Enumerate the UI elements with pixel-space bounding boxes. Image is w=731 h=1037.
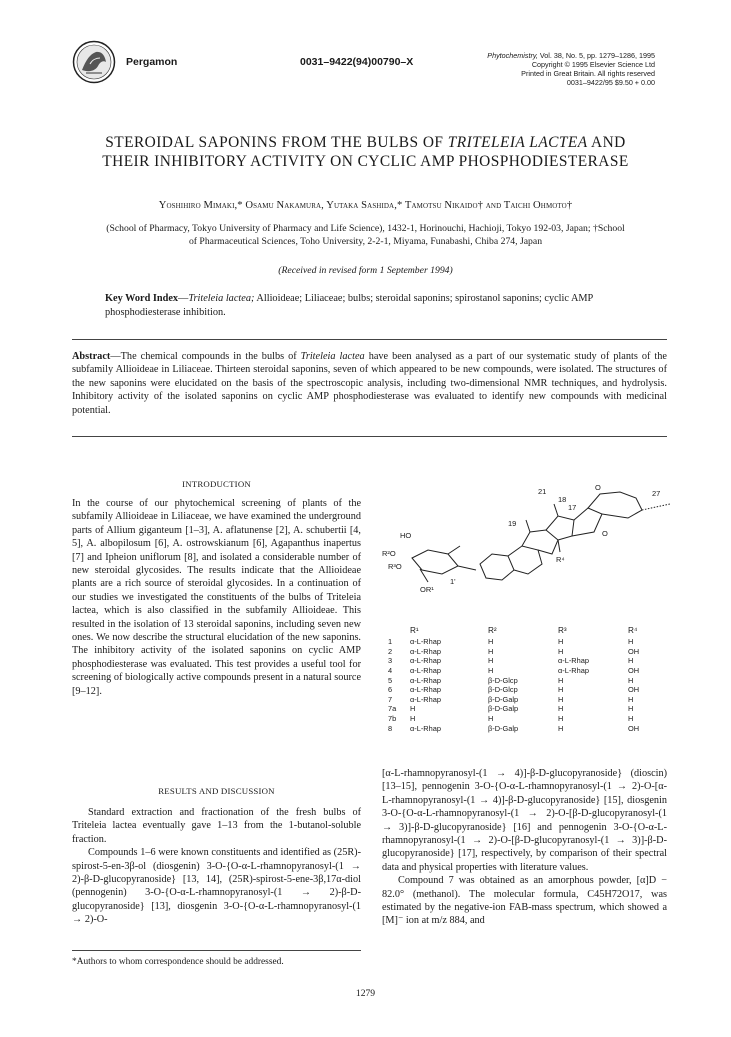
results-heading: RESULTS AND DISCUSSION — [158, 786, 275, 796]
substituent-cell: 5 — [388, 675, 393, 685]
label-21: 21 — [538, 487, 547, 496]
substituent-cell: OH — [628, 646, 640, 656]
substituent-cell: β-D-Glcp — [488, 685, 518, 695]
substituent-row — [388, 656, 668, 666]
substituent-cell: α-L-Rhap — [410, 666, 441, 676]
substituent-cell: 2 — [388, 646, 393, 656]
substituent-cell: α-L-Rhap — [410, 656, 441, 666]
substituent-cell: H — [558, 685, 564, 695]
substituent-row — [388, 685, 668, 695]
keywords-label: Key Word Index — [105, 293, 179, 304]
substituent-cell: α-L-Rhap — [558, 656, 589, 666]
substituent-cell: α-L-Rhap — [410, 694, 441, 704]
label-18: 18 — [558, 495, 567, 504]
title-species: TRITELEIA LACTEA — [447, 134, 588, 151]
header-r1: R¹ — [410, 625, 419, 635]
abstract-text-1: The chemical compounds in the bulbs of — [120, 351, 301, 362]
substituent-cell: 8 — [388, 723, 393, 733]
substituent-cell: H — [488, 637, 494, 647]
author-list: Yoshihiro Mimaki,* Osamu Nakamura, Yutaka Sashida,* Tamotsu Nikaido† and Taichi Ohmoto† — [158, 200, 573, 211]
introduction-heading: INTRODUCTION — [182, 479, 251, 489]
right-column-text — [382, 767, 667, 928]
label-r2o: R²O — [382, 549, 396, 558]
substituent-cell: H — [410, 714, 416, 724]
substituent-cell: α-L-Rhap — [410, 675, 441, 685]
right-paragraph-1: [α-L-rhamnopyranosyl-(1 → 4)]-β-D-glucopyranoside} (dioscin) [13–15], pennogenin 3-O-{O-α-L-rhamnopyranosyl-(1 → 2)-O-[α-L-rhamnopyranosyl-(1 → 4)]-β-D-glucopyranoside} [15], diosgenin 3-O-{O-α-L-rhamnopyranosyl-(1 → 2)-O-[β-D-glucopyranosyl-(1 → 3)]-β-D-glucopyranoside} [16] and pennogenin 3-O-{O-α-L-rhamnopyranosyl-(1 → 2)-O-[β-D-glucopyranosyl-(1 → 3)]-β-D-glucopyranoside} [17], respectively, by comparison of their spectral data and physical properties with literature values. — [382, 768, 667, 873]
substituent-cell: H — [558, 704, 564, 714]
abstract — [72, 350, 667, 417]
substituent-cell: H — [628, 694, 634, 704]
affiliation — [40, 222, 691, 248]
abstract-text-2: have been analysed as a part of our systematic study of plants of the subfamily Allioideae in Liliaceae. Thirteen steroidal saponins, seven of which appeared to be new compounds, were isolated. The structures of the new saponins were elucidated on the basis of the spectroscopic analysis, including two-dimensional NMR techniques, and hydrolysis. Inhibitory activity of the isolated saponins on cyclic AMP phosphodiesterase was evaluated to identify new compounds with medicinal potential. — [72, 351, 667, 416]
substituent-cell: 6 — [388, 685, 393, 695]
substituent-cell: H — [558, 637, 564, 647]
header-r2: R² — [488, 625, 497, 635]
substituent-cell: H — [558, 675, 564, 685]
substituent-cell: H — [558, 723, 564, 733]
substituent-row — [388, 723, 668, 733]
substituent-cell: α-L-Rhap — [410, 723, 441, 733]
substituent-cell: β-D-Glcp — [488, 675, 518, 685]
article-title — [40, 133, 691, 171]
substituent-cell: H — [488, 666, 494, 676]
substituent-cell: H — [488, 714, 494, 724]
substituent-row — [388, 695, 668, 705]
label-or1: OR¹ — [420, 585, 434, 594]
substituent-cell: 1 — [388, 637, 393, 647]
substituent-cell: β-D-Galp — [488, 704, 519, 714]
keywords-species: Triteleia lactea; — [188, 293, 255, 304]
abstract-top-rule — [72, 339, 667, 340]
substituent-row — [388, 714, 668, 724]
label-17: 17 — [568, 503, 577, 512]
abstract-species: Triteleia lactea — [300, 351, 365, 362]
abstract-label: Abstract — [72, 351, 111, 362]
footnote: *Authors to whom correspondence should be addressed. — [72, 957, 284, 967]
header-r4: R⁴ — [628, 625, 638, 635]
substituent-cell: OH — [628, 723, 640, 733]
title-line-2: THEIR INHIBITORY ACTIVITY ON CYCLIC AMP PHOSPHODIESTERASE — [102, 153, 629, 170]
label-19: 19 — [508, 519, 517, 528]
results-text — [72, 806, 361, 927]
page-number: 1279 — [355, 988, 376, 999]
label-r3o: R³O — [388, 562, 402, 571]
printed-line: Printed in Great Britain. All rights reserved — [521, 69, 655, 78]
substituent-cell: α-L-Rhap — [410, 637, 441, 647]
copyright-line: Copyright © 1995 Elsevier Science Ltd — [531, 60, 655, 69]
results-paragraph-2: Compounds 1–6 were known constituents and identified as (25R)-spirost-5-en-3β-ol (diosgenin) 3-O-{O-α-L-rhamnopyranosyl-(1 → 2)-β-D-glucopyranoside} [13, 14], (25R)-spirost-5-ene-3β,17α-diol (pennogenin) 3-O-{O-α-L-rhamnopyranosyl-(1 → 2)-β-D-glucopyranoside} [13], diosgenin 3-O-{O-α-L-rhamnopyranosyl-(1 → 2)-O- — [72, 847, 361, 926]
substituent-cell: β-D-Galp — [488, 694, 519, 704]
chemical-structure — [380, 474, 680, 624]
substituent-cell: H — [628, 637, 634, 647]
introduction-paragraph: In the course of our phytochemical screening of plants of the subfamily Allioideae in Liliaceae, we have examined the underground parts of Allium giganteum [1–3], A. aflatunense [2], A. schubertii [4, 5], A. albopilosum [6], A. ostrowskianum [6], Agapanthus inapertus [7] and Ipheion uniflorum [8], and isolated a considerable number of new steroidal glycosides. The results indicate that the Allioideae plants are a rich source of steroidal glycosides. In a continuation of our studies we investigated the constituents of the bulbs of Triteleia lactea, which is also classified in the subfamily Allioideae. This resulted in the isolation of 13 steroidal saponins, including seven new ones. We now describe the structural elucidation of the new saponins. The inhibitory activity of the isolated saponins on cyclic AMP phosphodiesterase was evaluated. This test provides a useful tool for screening of biologically active compounds present in a natural source [9–12]. — [72, 498, 361, 697]
substituent-cell: H — [558, 714, 564, 724]
substituent-row — [388, 704, 668, 714]
keywords-dash: — — [178, 293, 189, 304]
substituent-cell: 7 — [388, 694, 393, 704]
substituent-cell: 7b — [388, 714, 397, 724]
substituent-table — [388, 623, 668, 733]
journal-volume: Vol. 38, No. 5, pp. 1279–1286, 1995 — [539, 51, 655, 60]
substituent-cell: 3 — [388, 656, 393, 666]
substituent-cell: α-L-Rhap — [410, 646, 441, 656]
substituent-cell: 4 — [388, 666, 393, 676]
label-ho: HO — [400, 531, 412, 540]
article-code: 0031–9422(94)00790–X — [300, 56, 414, 68]
substituent-cell: β-D-Galp — [488, 723, 519, 733]
substituent-cell: H — [488, 656, 494, 666]
header-r3: R³ — [558, 625, 567, 635]
journal-name: Phytochemistry, — [487, 51, 538, 60]
affiliation-line-1: (School of Pharmacy, Tokyo University of Pharmacy and Life Science), 1432-1, Horinouchi, Hachioji, Tokyo 192-03, Japan; †School — [106, 223, 625, 234]
keywords-text: Allioideae; Liliaceae; bulbs; steroidal saponins; spirostanol saponins; cyclic AMP phosphodiesterase inhibition. — [105, 293, 593, 318]
received-date: (Received in revised form 1 September 1994) — [278, 265, 453, 276]
substituent-row — [388, 675, 668, 685]
publisher-name: Pergamon — [126, 56, 178, 68]
substituent-cell: H — [628, 675, 634, 685]
introduction-text — [72, 497, 361, 698]
issn-line: 0031–9422/95 $9.50 + 0.00 — [566, 78, 655, 87]
label-r4: R⁴ — [556, 555, 565, 564]
substituent-cell: OH — [628, 685, 640, 695]
right-paragraph-2: Compound 7 was obtained as an amorphous powder, [α]D − 82.0° (methanol). The molecular formula, C45H72O17, was estimated by the negative-ion FAB-mass spectrum, which showed a [M]⁻ ion at m/z 884, and — [382, 875, 667, 927]
label-27: 27 — [652, 489, 661, 498]
substituent-cell: H — [410, 704, 416, 714]
substituent-row — [388, 666, 668, 676]
substituent-cell: H — [628, 704, 634, 714]
abstract-dash: — — [110, 351, 121, 362]
substituent-cell: α-L-Rhap — [558, 666, 589, 676]
label-o-ring: O — [602, 529, 608, 538]
substituent-row — [388, 647, 668, 657]
affiliation-line-2: of Pharmaceutical Sciences, Toho University, 2-2-1, Miyama, Funabashi, Chiba 274, Japan — [188, 236, 543, 247]
footnote-rule — [72, 950, 361, 951]
substituent-cell: H — [628, 714, 634, 724]
title-line-1: STEROIDAL SAPONINS FROM THE BULBS OF — [105, 134, 448, 151]
header-compound — [388, 623, 410, 637]
substituent-cell: H — [628, 656, 634, 666]
substituent-cell: α-L-Rhap — [410, 685, 441, 695]
substituent-cell: H — [558, 694, 564, 704]
label-1prime: 1' — [450, 577, 456, 586]
abstract-bottom-rule — [72, 436, 667, 437]
title-line-1-end: AND — [587, 134, 626, 151]
substituent-cell: OH — [628, 666, 640, 676]
substituent-cell: H — [488, 646, 494, 656]
substituent-cell: 7a — [388, 704, 397, 714]
elsevier-tree-logo-icon — [72, 40, 116, 84]
keywords — [105, 292, 635, 320]
substituent-cell: H — [558, 646, 564, 656]
results-paragraph-1: Standard extraction and fractionation of the fresh bulbs of Triteleia lactea eventually gave 1–13 from the 1-butanol-soluble fraction. — [72, 807, 361, 845]
substituent-header-row — [388, 623, 668, 637]
substituent-row — [388, 637, 668, 647]
journal-info — [487, 51, 655, 87]
label-o-spiro: O — [595, 483, 601, 492]
